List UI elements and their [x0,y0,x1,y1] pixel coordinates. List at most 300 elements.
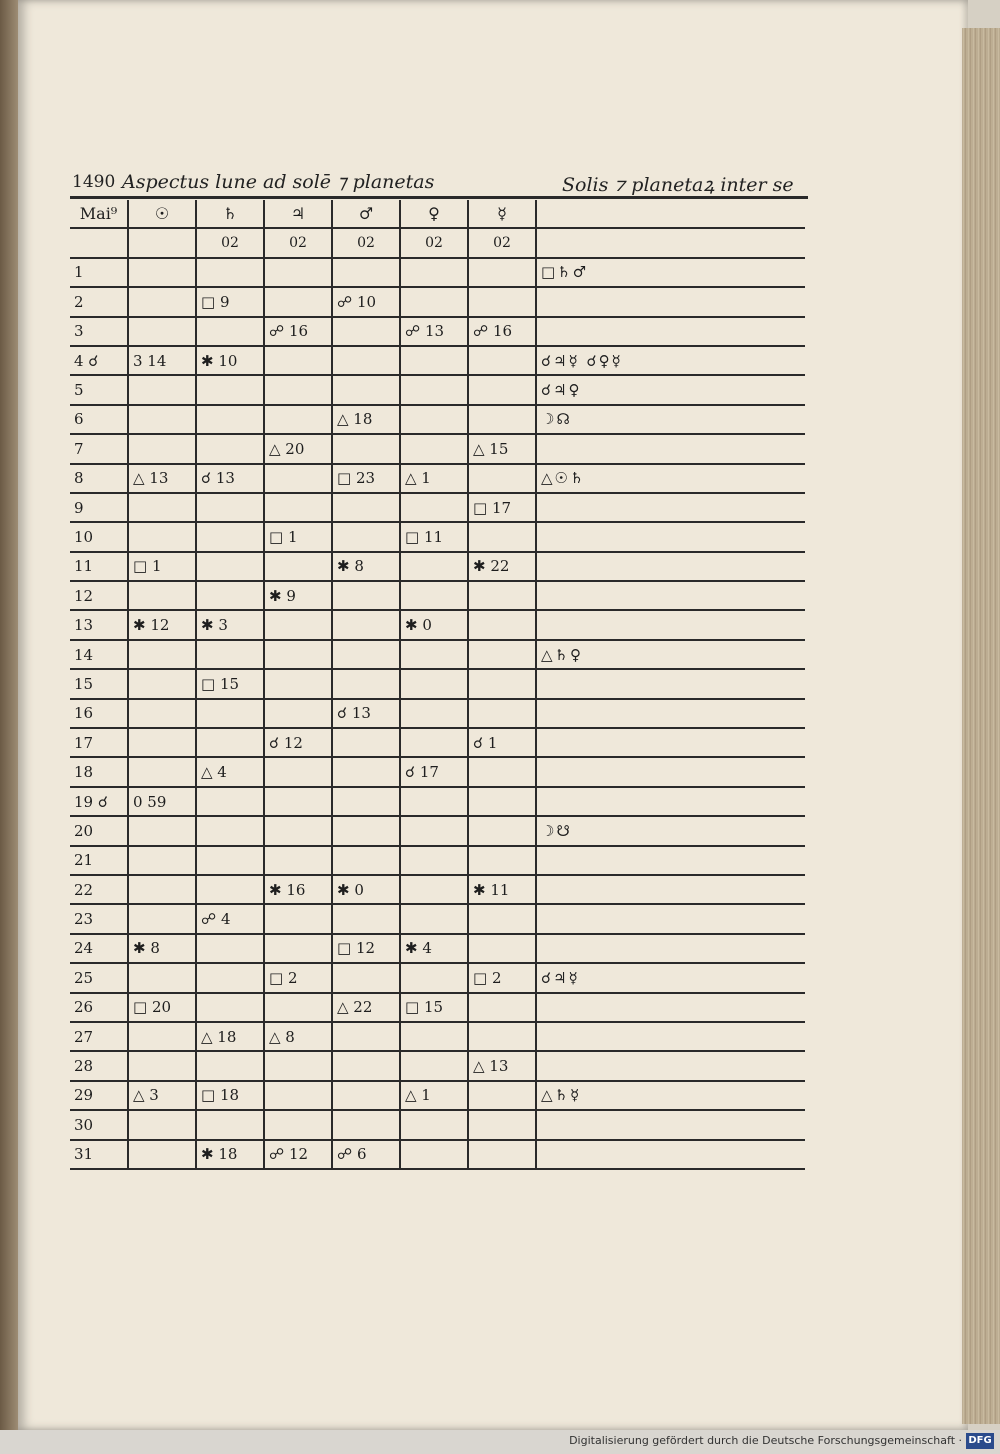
aspect-cell: ✱ 18 [196,1140,264,1169]
aspect-cell [128,875,196,904]
aspect-cell: □ 2 [264,963,332,992]
table-row [70,258,805,287]
aspect-cell: ✱ 12 [128,610,196,639]
unit-cell [70,228,128,257]
table-row [70,875,805,904]
aspect-cell [264,375,332,404]
unit-cell: 02 [264,228,332,257]
aspect-cell: △ 13 [128,464,196,493]
table-header-row [70,200,805,228]
aspect-cell: ✱ 9 [264,581,332,610]
aspect-cell [128,1051,196,1080]
table-row [70,581,805,610]
aspect-cell [468,287,536,316]
aspect-cell [468,1140,536,1169]
aspect-cell [128,728,196,757]
aspect-cell: 0 59 [128,787,196,816]
conjunction-cell [536,552,805,581]
aspect-cell: □ 15 [196,669,264,698]
day-number: 4 ☌ [70,346,128,375]
aspect-cell: □ 2 [468,963,536,992]
aspect-cell [196,581,264,610]
day-number: 30 [70,1110,128,1139]
table-row [70,669,805,698]
column-header: ♄ [196,200,264,228]
unit-cell: 02 [468,228,536,257]
aspect-cell [332,1110,400,1139]
aspect-cell: ☍ 16 [264,317,332,346]
aspect-cell [264,816,332,845]
aspect-cell: ☌ 13 [332,699,400,728]
table-body [70,200,805,1169]
table-row [70,1022,805,1051]
aspect-cell [468,581,536,610]
footer-credit: Digitalisierung gefördert durch die Deutsche Forschungsgemeinschaft · [569,1434,962,1447]
aspect-cell [332,904,400,933]
aspect-cell [332,610,400,639]
aspect-cell [400,1140,468,1169]
aspect-cell [332,728,400,757]
conjunction-cell [536,581,805,610]
conjunction-cell [536,875,805,904]
aspect-cell [128,669,196,698]
aspect-cell [264,287,332,316]
aspect-cell [468,846,536,875]
aspect-cell [332,346,400,375]
conjunction-cell [536,1140,805,1169]
day-number: 28 [70,1051,128,1080]
aspect-cell [264,346,332,375]
conjunction-cell: ☽☋ [536,816,805,845]
day-number: 13 [70,610,128,639]
aspect-cell [264,699,332,728]
table-row [70,317,805,346]
column-header: ♃ [264,200,332,228]
aspect-cell [196,846,264,875]
aspect-cell [264,1081,332,1110]
aspect-cell: ☍ 10 [332,287,400,316]
aspect-cell [400,640,468,669]
aspect-cell: ✱ 10 [196,346,264,375]
aspect-cell [468,1081,536,1110]
aspect-cell [196,258,264,287]
unit-cell: 02 [400,228,468,257]
aspect-cell: △ 22 [332,993,400,1022]
aspect-cell: △ 1 [400,1081,468,1110]
day-number: 16 [70,699,128,728]
aspect-cell [400,1110,468,1139]
aspect-cell [468,522,536,551]
aspect-cell [400,699,468,728]
table-row [70,375,805,404]
aspect-cell [468,464,536,493]
column-header [536,200,805,228]
conjunction-cell [536,287,805,316]
conjunction-cell [536,1022,805,1051]
aspect-cell [264,405,332,434]
aspect-cell [400,904,468,933]
aspect-cell [196,405,264,434]
aspect-cell [128,699,196,728]
day-number: 23 [70,904,128,933]
page-year: 1490 [72,172,116,192]
table-row [70,963,805,992]
aspect-cell: △ 13 [468,1051,536,1080]
aspect-cell: ☌ 12 [264,728,332,757]
day-number: 5 [70,375,128,404]
conjunction-cell [536,728,805,757]
aspect-cell: ✱ 0 [332,875,400,904]
aspect-cell [196,963,264,992]
aspect-cell: ☍ 12 [264,1140,332,1169]
aspect-cell [264,934,332,963]
table-row [70,1110,805,1139]
aspect-cell [468,699,536,728]
table-row [70,405,805,434]
unit-cell: 02 [196,228,264,257]
aspect-cell [196,434,264,463]
table-row [70,1081,805,1110]
aspect-cell [196,993,264,1022]
conjunction-cell: ☽☊ [536,405,805,434]
conjunction-cell: □♄♂ [536,258,805,287]
aspect-cell: ✱ 16 [264,875,332,904]
day-number: 15 [70,669,128,698]
day-number: 10 [70,522,128,551]
aspect-cell: △ 20 [264,434,332,463]
aspect-cell [400,552,468,581]
aspect-cell: ✱ 11 [468,875,536,904]
aspect-cell [128,1022,196,1051]
aspect-cell [468,405,536,434]
aspect-cell [468,1022,536,1051]
aspect-cell [400,375,468,404]
aspect-cell: △ 18 [196,1022,264,1051]
aspect-cell: □ 15 [400,993,468,1022]
table-row [70,464,805,493]
aspect-cell [400,816,468,845]
table-row [70,757,805,786]
aspect-cell [332,1022,400,1051]
day-number: 29 [70,1081,128,1110]
table-row [70,934,805,963]
conjunction-cell: ☌♃♀ [536,375,805,404]
aspect-cell [332,1081,400,1110]
aspect-cell [468,1110,536,1139]
conjunction-cell: △♄☿ [536,1081,805,1110]
unit-cell [536,228,805,257]
aspect-cell: □ 18 [196,1081,264,1110]
aspect-cell [468,757,536,786]
aspect-cell [128,317,196,346]
unit-cell [128,228,196,257]
aspect-cell [468,375,536,404]
aspect-cell [196,552,264,581]
aspect-cell: ☍ 4 [196,904,264,933]
day-number: 24 [70,934,128,963]
aspect-cell [196,493,264,522]
aspect-cell [196,375,264,404]
table-row [70,640,805,669]
day-number: 6 [70,405,128,434]
aspect-cell [196,699,264,728]
conjunction-cell [536,1110,805,1139]
aspect-cell [128,846,196,875]
conjunction-cell: ☌♃☿ ☌♀☿ [536,346,805,375]
aspect-cell [128,287,196,316]
aspect-cell: ✱ 3 [196,610,264,639]
table-row [70,552,805,581]
day-number: 14 [70,640,128,669]
conjunction-cell [536,522,805,551]
aspect-cell [332,522,400,551]
aspect-cell: ☌ 1 [468,728,536,757]
aspect-cell: ☍ 16 [468,317,536,346]
aspect-cell [264,552,332,581]
day-number: 9 [70,493,128,522]
aspect-cell [332,581,400,610]
aspect-cell [128,1110,196,1139]
aspect-cell [264,846,332,875]
table-units-row [70,228,805,257]
conjunction-cell [536,669,805,698]
aspect-cell [332,1051,400,1080]
aspect-cell [264,993,332,1022]
conjunction-cell [536,757,805,786]
day-number: 18 [70,757,128,786]
aspect-cell [400,434,468,463]
aspect-cell [332,375,400,404]
day-number: 2 [70,287,128,316]
aspect-cell [400,846,468,875]
aspect-cell [400,728,468,757]
column-header: ♂ [332,200,400,228]
aspect-cell: △ 15 [468,434,536,463]
aspect-cell [128,757,196,786]
aspect-cell [400,493,468,522]
aspect-cell: □ 1 [264,522,332,551]
aspect-table [70,200,805,1170]
day-number: 11 [70,552,128,581]
aspect-cell [400,258,468,287]
aspect-cell [400,963,468,992]
day-number: 19 ☌ [70,787,128,816]
aspect-cell [332,493,400,522]
aspect-cell: □ 23 [332,464,400,493]
aspect-cell: □ 20 [128,993,196,1022]
aspect-cell [264,640,332,669]
table-row [70,1051,805,1080]
day-number: 17 [70,728,128,757]
day-number: 7 [70,434,128,463]
aspect-cell: △ 4 [196,757,264,786]
conjunction-cell [536,434,805,463]
table-row [70,728,805,757]
aspect-cell [196,1110,264,1139]
day-number: 21 [70,846,128,875]
conjunction-cell [536,610,805,639]
table-row [70,699,805,728]
aspect-cell: □ 9 [196,287,264,316]
aspect-cell [332,787,400,816]
aspect-cell [196,816,264,845]
day-number: 25 [70,963,128,992]
aspect-cell [400,669,468,698]
aspect-cell [196,1051,264,1080]
aspect-cell: ☌ 13 [196,464,264,493]
day-number: 26 [70,993,128,1022]
aspect-cell [468,816,536,845]
aspect-cell: △ 1 [400,464,468,493]
aspect-cell [196,875,264,904]
aspect-cell [264,610,332,639]
aspect-cell [332,846,400,875]
aspect-cell [400,875,468,904]
table-row [70,346,805,375]
aspect-cell: ☍ 6 [332,1140,400,1169]
aspect-cell: ✱ 0 [400,610,468,639]
aspect-cell [128,1140,196,1169]
conjunction-cell [536,699,805,728]
aspect-cell [400,287,468,316]
aspect-cell [332,640,400,669]
conjunction-cell [536,493,805,522]
aspect-cell: ✱ 8 [332,552,400,581]
aspect-cell [128,904,196,933]
table-row [70,434,805,463]
aspect-cell [332,434,400,463]
aspect-cell [468,610,536,639]
aspect-cell: ☍ 13 [400,317,468,346]
page-stack-edge [962,28,1000,1424]
table-row [70,522,805,551]
aspect-cell [400,1051,468,1080]
day-number: 31 [70,1140,128,1169]
aspect-cell: ✱ 8 [128,934,196,963]
aspect-cell [400,1022,468,1051]
aspect-cell: ☌ 17 [400,757,468,786]
aspect-cell [128,816,196,845]
conjunction-cell [536,904,805,933]
column-header: ☉ [128,200,196,228]
aspect-cell [128,493,196,522]
aspect-cell [264,493,332,522]
aspect-cell [128,375,196,404]
aspect-cell [468,258,536,287]
table-row [70,493,805,522]
conjunction-cell [536,1051,805,1080]
aspect-cell [128,258,196,287]
aspect-cell [128,522,196,551]
aspect-cell [468,640,536,669]
conjunction-cell [536,934,805,963]
aspect-cell [264,1051,332,1080]
header-rule [70,196,808,199]
aspect-cell: □ 1 [128,552,196,581]
aspect-cell: 3 14 [128,346,196,375]
column-header: ♀ [400,200,468,228]
aspect-cell [264,787,332,816]
aspect-cell [196,317,264,346]
aspect-cell [128,434,196,463]
conjunction-cell [536,993,805,1022]
aspect-cell: □ 12 [332,934,400,963]
aspect-cell [468,669,536,698]
aspect-cell [400,787,468,816]
aspect-cell: ✱ 4 [400,934,468,963]
aspect-cell [468,904,536,933]
table-row [70,993,805,1022]
aspect-cell [468,934,536,963]
aspect-cell [196,787,264,816]
aspect-cell [196,934,264,963]
aspect-cell [400,405,468,434]
aspect-cell [332,669,400,698]
conjunction-cell [536,846,805,875]
aspect-cell [264,669,332,698]
page-title-left: Aspectus lune ad solē ⁊ planetas [122,171,435,193]
aspect-cell [400,581,468,610]
day-number: 12 [70,581,128,610]
dfg-logo: DFG [966,1433,994,1449]
aspect-cell [332,963,400,992]
aspect-cell [332,816,400,845]
day-number: 8 [70,464,128,493]
day-number: 27 [70,1022,128,1051]
aspect-cell: □ 17 [468,493,536,522]
aspect-cell [468,346,536,375]
day-number: 22 [70,875,128,904]
table-row [70,816,805,845]
aspect-cell [264,904,332,933]
aspect-cell [128,405,196,434]
day-number: 1 [70,258,128,287]
aspect-cell [128,640,196,669]
aspect-cell: △ 18 [332,405,400,434]
conjunction-cell [536,317,805,346]
conjunction-cell [536,787,805,816]
page-title-right: Solis ⁊ planetaꝝ inter se [562,174,794,196]
aspect-cell: □ 11 [400,522,468,551]
aspect-cell [332,757,400,786]
aspect-cell [196,728,264,757]
aspect-cell [468,787,536,816]
aspect-cell [264,757,332,786]
column-header: Mai⁹ [70,200,128,228]
table-row [70,904,805,933]
aspect-cell [196,640,264,669]
aspect-cell [264,464,332,493]
table-row [70,610,805,639]
aspect-cell [332,258,400,287]
table-row [70,787,805,816]
aspect-cell [196,522,264,551]
aspect-cell: △ 8 [264,1022,332,1051]
conjunction-cell: ☌♃☿ [536,963,805,992]
aspect-cell [128,963,196,992]
aspect-cell [264,1110,332,1139]
unit-cell: 02 [332,228,400,257]
conjunction-cell: △☉♄ [536,464,805,493]
day-number: 3 [70,317,128,346]
table-row [70,287,805,316]
table-row [70,1140,805,1169]
table-row [70,846,805,875]
aspect-cell [400,346,468,375]
aspect-cell: △ 3 [128,1081,196,1110]
aspect-cell [332,317,400,346]
conjunction-cell: △♄♀ [536,640,805,669]
